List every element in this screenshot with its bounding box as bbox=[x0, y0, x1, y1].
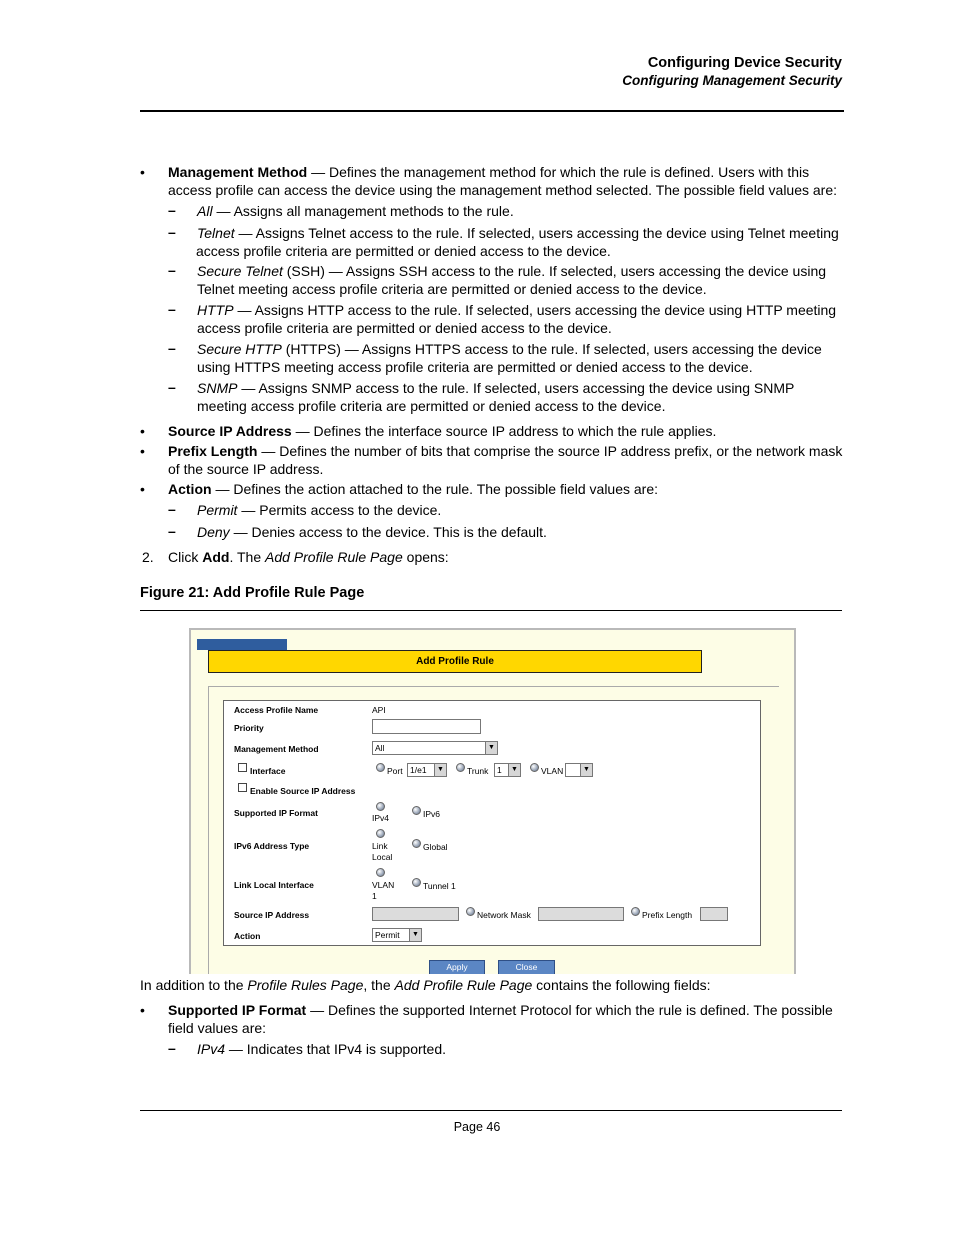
opt-permit bbox=[197, 501, 847, 519]
page-ref: Profile Rules Page bbox=[247, 977, 364, 993]
source-ip-address-label: Source IP Address bbox=[234, 910, 310, 920]
chevron-down-icon: ▼ bbox=[485, 742, 497, 754]
dash-mark: – bbox=[168, 262, 176, 278]
management-method-value: All bbox=[375, 743, 385, 753]
global-label: Global bbox=[423, 842, 448, 852]
port-label: Port bbox=[387, 766, 403, 776]
dash-mark: – bbox=[168, 301, 176, 317]
close-button[interactable]: Close bbox=[498, 960, 555, 974]
management-method-label: Management Method bbox=[234, 744, 319, 754]
text: using HTTPS meeting access profile criteria are permitted or denied access to the device. bbox=[197, 359, 753, 375]
chevron-down-icon: ▼ bbox=[434, 764, 446, 776]
text: (HTTPS) — Assigns HTTPS access to the rule. If selected, users accessing the device bbox=[281, 341, 822, 357]
chevron-down-icon: ▼ bbox=[409, 929, 421, 941]
dash-mark: – bbox=[168, 523, 176, 539]
screenshot-banner: Add Profile Rule bbox=[208, 650, 702, 673]
text: Click bbox=[168, 549, 203, 565]
prefix-length-para bbox=[168, 442, 848, 478]
link-local-interface-label: Link Local Interface bbox=[234, 880, 314, 890]
text: access profile criteria are permitted or denied access to the device. bbox=[197, 320, 612, 336]
term: Telnet bbox=[197, 225, 235, 241]
access-profile-name-value: API bbox=[372, 705, 386, 715]
global-radio[interactable] bbox=[412, 839, 421, 848]
dash-mark: – bbox=[168, 1040, 176, 1056]
source-ip-input[interactable] bbox=[372, 907, 459, 921]
dash-mark: – bbox=[168, 224, 176, 240]
bullet-mark: • bbox=[140, 423, 145, 439]
apply-button[interactable]: Apply bbox=[429, 960, 485, 974]
text: — Assigns HTTP access to the rule. If selected, users accessing the device using HTTP meeting bbox=[233, 302, 837, 318]
text: — Permits access to the device. bbox=[237, 502, 442, 518]
priority-input[interactable] bbox=[372, 719, 481, 734]
opt-snmp bbox=[197, 379, 847, 415]
bullet-mark: • bbox=[140, 1002, 145, 1018]
port-radio[interactable] bbox=[376, 763, 385, 772]
page-ref: Add Profile Rule Page bbox=[265, 549, 403, 565]
link-local-label-2: Local bbox=[372, 852, 393, 862]
tunnel1-radio[interactable] bbox=[412, 878, 421, 887]
dash-mark: – bbox=[168, 379, 176, 395]
action-select[interactable] bbox=[372, 928, 422, 942]
vlan-select[interactable] bbox=[565, 763, 593, 777]
port-select[interactable] bbox=[407, 763, 447, 777]
form-panel bbox=[223, 700, 761, 946]
link-local-label-1: Link bbox=[372, 841, 388, 851]
prefix-length-input[interactable] bbox=[700, 907, 728, 921]
step-number: 2. bbox=[142, 549, 154, 565]
opt-all bbox=[197, 202, 847, 220]
opt-secure-http bbox=[197, 340, 847, 376]
tunnel1-label: Tunnel 1 bbox=[423, 881, 456, 891]
text: — Defines the number of bits that comprise the source IP address prefix, or the network mask bbox=[257, 443, 843, 459]
term: Prefix Length bbox=[168, 443, 258, 459]
text: contains the following fields: bbox=[532, 977, 711, 993]
network-mask-label: Network Mask bbox=[477, 910, 531, 920]
term: Management Method bbox=[168, 164, 308, 180]
text: access profile criteria are permitted or denied access to the device. bbox=[196, 243, 611, 259]
supported-ip-format-label: Supported IP Format bbox=[234, 808, 318, 818]
step2-text bbox=[168, 548, 848, 566]
add-profile-rule-screenshot bbox=[189, 628, 796, 974]
prefix-length-radio[interactable] bbox=[631, 907, 640, 916]
text: meeting access profile criteria are permitted or denied access to the device. bbox=[197, 398, 666, 414]
vlan-radio[interactable] bbox=[530, 763, 539, 772]
header-rule bbox=[140, 110, 844, 112]
port-value: 1/e1 bbox=[410, 765, 427, 775]
add-ref: Add bbox=[202, 549, 230, 565]
term: Source IP Address bbox=[168, 423, 292, 439]
text: . The bbox=[229, 549, 265, 565]
management-method-select[interactable] bbox=[372, 741, 498, 755]
header-subtitle: Configuring Management Security bbox=[622, 73, 842, 88]
chevron-down-icon: ▼ bbox=[508, 764, 520, 776]
ipv6-address-type-label: IPv6 Address Type bbox=[234, 841, 310, 851]
footer-rule bbox=[140, 1110, 842, 1111]
opt-deny bbox=[197, 523, 847, 541]
mgmt-method-para bbox=[168, 163, 848, 199]
action-value: Permit bbox=[375, 930, 400, 940]
term: All bbox=[197, 203, 213, 219]
dash-mark: – bbox=[168, 340, 176, 356]
opt-http bbox=[197, 301, 847, 337]
text: — Defines the supported Internet Protocol for which the rule is defined. The possible bbox=[306, 1002, 833, 1018]
term: Permit bbox=[197, 502, 238, 518]
text: — Assigns all management methods to the rule. bbox=[212, 203, 514, 219]
header-title: Configuring Device Security bbox=[647, 55, 842, 71]
action-label: Action bbox=[234, 931, 261, 941]
text: — Indicates that IPv4 is supported. bbox=[225, 1041, 447, 1057]
action-para bbox=[168, 480, 848, 498]
prefix-length-label: Prefix Length bbox=[642, 910, 693, 920]
term: Action bbox=[168, 481, 212, 497]
ipv4-radio[interactable] bbox=[376, 802, 385, 811]
text: (SSH) — Assigns SSH access to the rule. If selected, users accessing the device using bbox=[282, 263, 827, 279]
vlan1-radio[interactable] bbox=[376, 868, 385, 877]
link-local-radio[interactable] bbox=[376, 829, 385, 838]
text: of the source IP address. bbox=[168, 461, 324, 477]
after-figure-para bbox=[140, 976, 840, 994]
network-mask-input[interactable] bbox=[538, 907, 624, 921]
text: — Assigns SNMP access to the rule. If selected, users accessing the device using SNMP bbox=[237, 380, 795, 396]
source-ip-para bbox=[168, 422, 848, 440]
access-profile-name-label: Access Profile Name bbox=[234, 705, 319, 715]
network-mask-radio[interactable] bbox=[466, 907, 475, 916]
interface-label: Interface bbox=[250, 766, 286, 776]
page-number: Page 46 bbox=[453, 1120, 501, 1134]
term: IPv4 bbox=[197, 1041, 226, 1057]
vlan-label: VLAN bbox=[541, 766, 564, 776]
text: opens: bbox=[402, 549, 449, 565]
text: — Defines the action attached to the rule. The possible field values are: bbox=[211, 481, 659, 497]
text: In addition to the bbox=[140, 977, 248, 993]
bullet-mark: • bbox=[140, 481, 145, 497]
bullet-mark: • bbox=[140, 164, 145, 180]
opt-secure-telnet bbox=[197, 262, 847, 298]
term: HTTP bbox=[197, 302, 234, 318]
priority-label: Priority bbox=[234, 723, 264, 733]
text: access profile can access the device using the management method selected. The possible field values are: bbox=[168, 182, 838, 198]
screenshot-tab bbox=[197, 639, 287, 650]
ipv6-radio[interactable] bbox=[412, 806, 421, 815]
dash-mark: – bbox=[168, 501, 176, 517]
ipv6-label: IPv6 bbox=[423, 809, 441, 819]
text: , the bbox=[363, 977, 395, 993]
text: — Defines the interface source IP address to which the rule applies. bbox=[291, 423, 717, 439]
opt-ipv4 bbox=[197, 1040, 847, 1058]
figure-rule bbox=[140, 610, 842, 611]
vlan1-label-2: 1 bbox=[372, 891, 377, 901]
vlan1-label-1: VLAN bbox=[372, 880, 395, 890]
term: Supported IP Format bbox=[168, 1002, 307, 1018]
text: field values are: bbox=[168, 1020, 267, 1036]
text: Telnet meeting access profile criteria are permitted or denied access to the device. bbox=[197, 281, 707, 297]
chevron-down-icon: ▼ bbox=[580, 764, 592, 776]
interface-checkbox[interactable] bbox=[238, 763, 247, 772]
bullet-mark: • bbox=[140, 443, 145, 459]
text: — Assigns Telnet access to the rule. If selected, users accessing the device using Telnet meeting bbox=[234, 225, 839, 241]
text: — Defines the management method for which the rule is defined. Users with this bbox=[307, 164, 810, 180]
opt-telnet bbox=[197, 224, 847, 260]
term: SNMP bbox=[197, 380, 238, 396]
text: — Denies access to the device. This is the default. bbox=[229, 524, 547, 540]
enable-source-ip-label: Enable Source IP Address bbox=[250, 786, 356, 796]
trunk-value: 1 bbox=[497, 765, 502, 775]
enable-source-ip-checkbox[interactable] bbox=[238, 783, 247, 792]
term: Secure HTTP bbox=[197, 341, 282, 357]
term: Secure Telnet bbox=[197, 263, 283, 279]
trunk-radio[interactable] bbox=[456, 763, 465, 772]
trunk-label: Trunk bbox=[467, 766, 489, 776]
ipv4-label: IPv4 bbox=[372, 813, 390, 823]
term: Deny bbox=[197, 524, 230, 540]
figure-caption: Figure 21: Add Profile Rule Page bbox=[140, 585, 365, 601]
trunk-select[interactable] bbox=[494, 763, 521, 777]
supported-ip-format-para bbox=[168, 1001, 848, 1037]
page-ref: Add Profile Rule Page bbox=[394, 977, 533, 993]
dash-mark: – bbox=[168, 202, 176, 218]
